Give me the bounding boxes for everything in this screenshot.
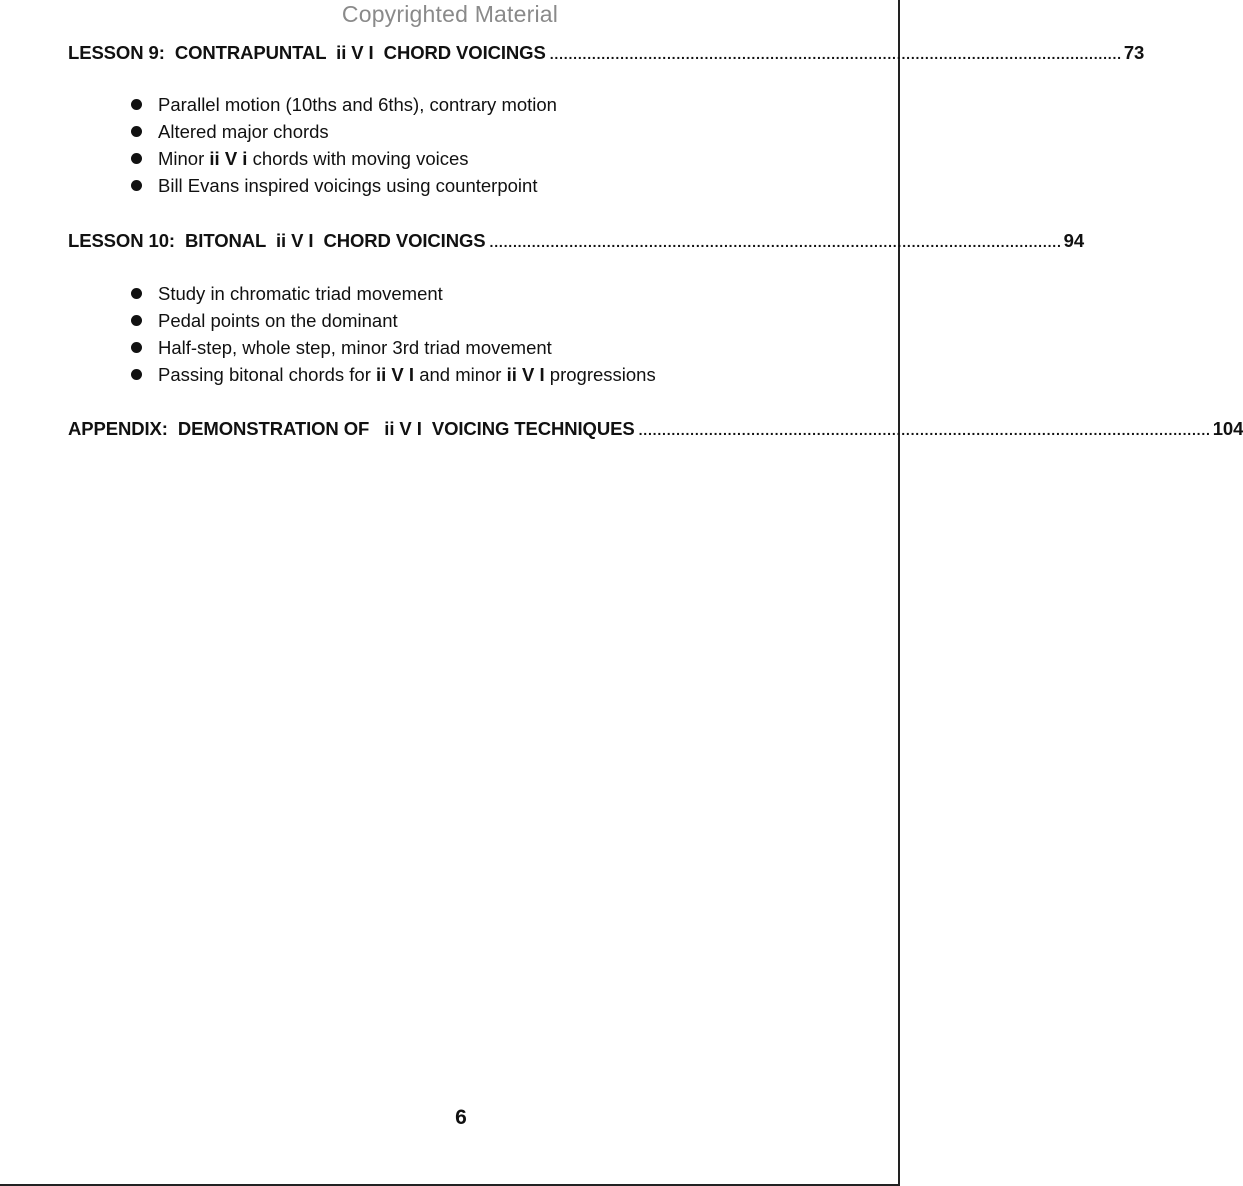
toc-page-number: 94 (1063, 230, 1085, 251)
toc-entry-appendix (68, 416, 1243, 440)
toc-entry-lesson-9 (68, 40, 1145, 64)
list-item: Parallel motion (10ths and 6ths), contrary motion (131, 91, 557, 118)
list-item: Pedal points on the dominant (131, 307, 656, 334)
toc-entry-title: APPENDIX: DEMONSTRATION OF ii V I VOICING TECHNIQUES (68, 418, 635, 439)
list-item: Half-step, whole step, minor 3rd triad movement (131, 334, 656, 361)
dot-leader: .......................................................................................................................... (489, 234, 1062, 250)
toc-page-number: 104 (1212, 418, 1243, 439)
bullet-icon (131, 180, 142, 191)
toc-entry-lesson-10 (68, 228, 1085, 252)
bullet-icon (131, 288, 142, 299)
lesson-10-topics (131, 280, 656, 388)
list-item: Minor ii V i chords with moving voices (131, 145, 557, 172)
dot-leader: .......................................................................................................................... (549, 46, 1122, 62)
toc-entry-title: LESSON 9: CONTRAPUNTAL ii V I CHORD VOICINGS (68, 42, 546, 63)
lesson-9-topics (131, 91, 557, 199)
bullet-icon (131, 342, 142, 353)
page-number: 6 (455, 1106, 467, 1129)
copyright-watermark: Copyrighted Material (341, 1, 559, 27)
bullet-icon (131, 99, 142, 110)
toc-page-number: 73 (1123, 42, 1145, 63)
list-item: Altered major chords (131, 118, 557, 145)
bullet-icon (131, 126, 142, 137)
dot-leader: .......................................................................................................................... (638, 422, 1211, 438)
bullet-icon (131, 153, 142, 164)
bullet-icon (131, 369, 142, 380)
list-item: Passing bitonal chords for ii V I and minor ii V I progressions (131, 361, 656, 388)
toc-entry-title: LESSON 10: BITONAL ii V I CHORD VOICINGS (68, 230, 486, 251)
list-item: Bill Evans inspired voicings using counterpoint (131, 172, 557, 199)
list-item: Study in chromatic triad movement (131, 280, 656, 307)
bullet-icon (131, 315, 142, 326)
